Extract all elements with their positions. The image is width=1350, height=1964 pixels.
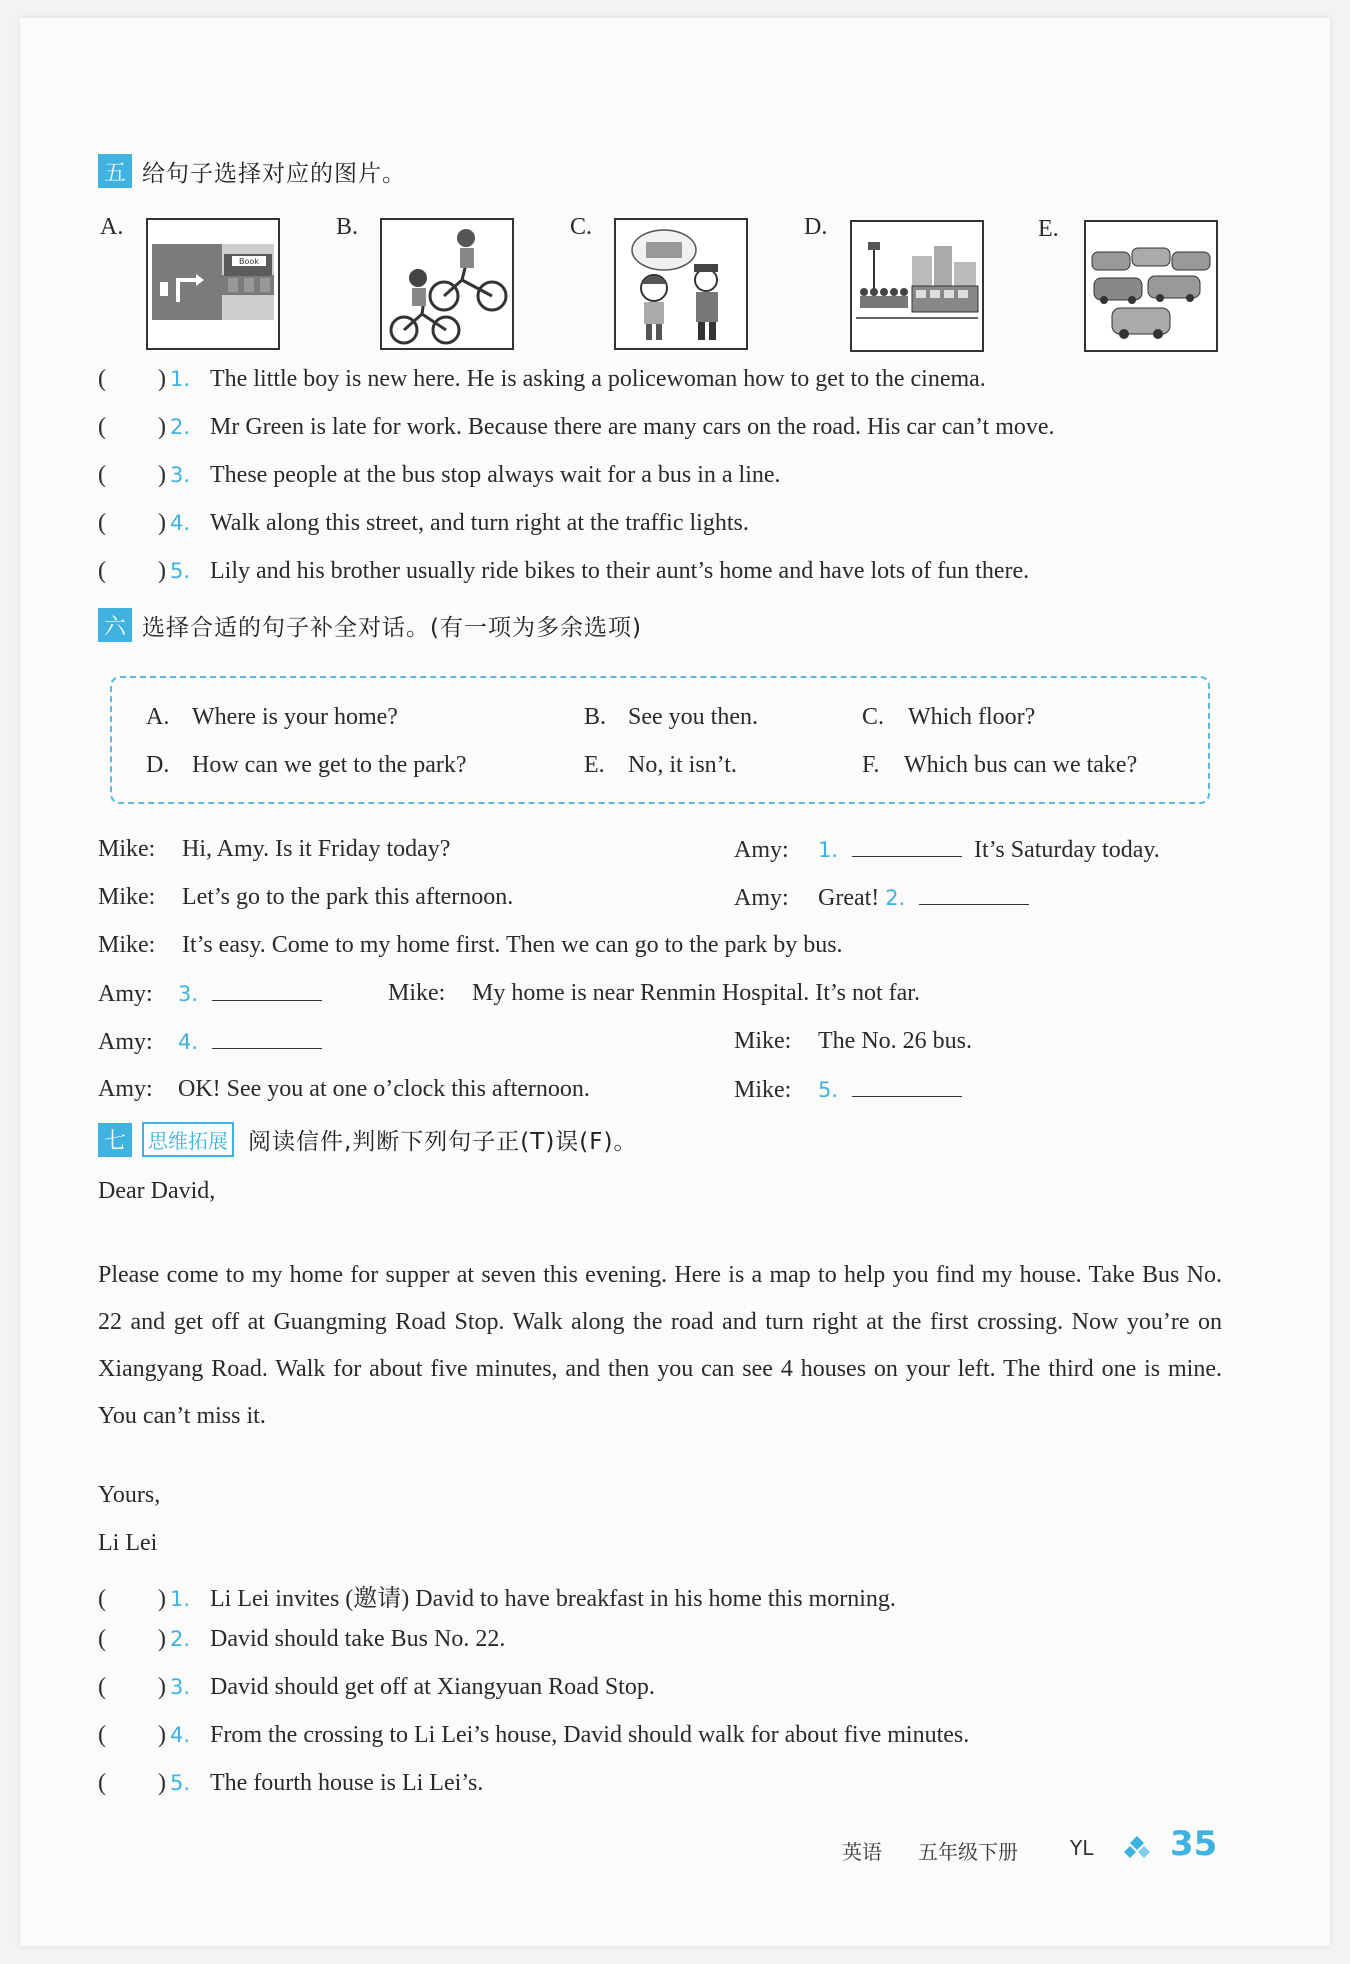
dialog-line-4-amy: Amy: 3. bbox=[98, 980, 322, 1008]
footer-subject: 英语 bbox=[842, 1840, 882, 1864]
question-text: These people at the bus stop always wait for a bus in a line. bbox=[210, 462, 781, 488]
letter-body: Please come to my home for supper at seven this evening. Here is a map to help you find my house. Take Bus No. 22 and get off at Guangming Road Stop. Walk along the road and turn right at the first crossing. Now you’re on Xiangyang Road. Walk for about five minutes, and then you can see 4 houses on your left. The third one is mine. You can’t miss it. bbox=[98, 1262, 1222, 1429]
boy-asks-policewoman-icon bbox=[616, 220, 746, 348]
answer-blank-1[interactable] bbox=[852, 836, 962, 857]
answer-paren-open: ( bbox=[98, 1586, 106, 1612]
answer-paren-close: ) bbox=[158, 1674, 166, 1700]
footer-grade: 五年级下册 bbox=[918, 1840, 1018, 1864]
question-text: David should get off at Xiangyuan Road Stop. bbox=[210, 1674, 655, 1700]
option-e: E. No, it isn’t. bbox=[584, 752, 737, 778]
question-text: The little boy is new here. He is asking a policewoman how to get to the cinema. bbox=[210, 366, 986, 392]
section-6-header bbox=[98, 608, 642, 642]
answer-paren-close: ) bbox=[158, 414, 166, 440]
s5-question-1 bbox=[98, 366, 986, 393]
s5-question-5 bbox=[98, 558, 1029, 585]
thinking-extension-tag: 思维拓展 bbox=[142, 1122, 234, 1157]
question-number: 3. bbox=[170, 463, 191, 487]
answer-paren-close: ) bbox=[158, 366, 166, 392]
s5-question-2 bbox=[98, 414, 1055, 441]
answer-paren-open: ( bbox=[98, 1722, 106, 1748]
section-number: 七 bbox=[98, 1123, 132, 1157]
picture-letter-e: E. bbox=[1038, 216, 1059, 242]
question-number: 1. bbox=[170, 1587, 191, 1611]
question-text: Mr Green is late for work. Because there are many cars on the road. His car can’t move. bbox=[210, 414, 1055, 440]
picture-letter-c: C. bbox=[570, 214, 593, 240]
answer-paren-open: ( bbox=[98, 414, 106, 440]
traffic-jam-cars-icon bbox=[1086, 222, 1216, 350]
answer-paren-close: ) bbox=[158, 558, 166, 584]
answer-paren-open: ( bbox=[98, 558, 106, 584]
picture-e bbox=[1084, 220, 1218, 352]
section-title: 给句子选择对应的图片。 bbox=[142, 160, 406, 187]
s7-question-2 bbox=[98, 1626, 505, 1653]
s7-question-3 bbox=[98, 1674, 655, 1701]
answer-paren-open: ( bbox=[98, 462, 106, 488]
question-number: 4. bbox=[170, 1723, 191, 1747]
answer-paren-open: ( bbox=[98, 1626, 106, 1652]
question-number: 2. bbox=[170, 415, 191, 439]
question-number: 1. bbox=[170, 367, 191, 391]
question-text: David should take Bus No. 22. bbox=[210, 1626, 506, 1652]
dialog-line-2-amy: Amy: Great! 2. bbox=[734, 884, 1029, 912]
s7-question-4 bbox=[98, 1722, 969, 1749]
letter-closing: Yours, bbox=[98, 1482, 161, 1508]
diamond-icon bbox=[1122, 1834, 1152, 1868]
section-number: 六 bbox=[98, 608, 132, 642]
dialog-line-1-mike: Mike: Hi, Amy. Is it Friday today? bbox=[98, 836, 451, 862]
answer-paren-close: ) bbox=[158, 1626, 166, 1652]
picture-a bbox=[146, 218, 280, 350]
question-number: 4. bbox=[170, 511, 191, 535]
answer-paren-close: ) bbox=[158, 510, 166, 536]
picture-letter-d: D. bbox=[804, 214, 828, 240]
question-number: 2. bbox=[170, 1627, 191, 1651]
answer-blank-2[interactable] bbox=[919, 884, 1029, 905]
section-number: 五 bbox=[98, 154, 132, 188]
s5-question-4 bbox=[98, 510, 749, 537]
option-d: D. How can we get to the park? bbox=[146, 752, 467, 778]
answer-paren-close: ) bbox=[158, 1770, 166, 1796]
picture-b bbox=[380, 218, 514, 350]
dialog-line-1-amy: Amy: 1. It’s Saturday today. bbox=[734, 837, 1160, 863]
section-5-header bbox=[98, 154, 406, 188]
dialog-line-2-mike: Mike: Let’s go to the park this afternoon. bbox=[98, 884, 514, 910]
option-b: B. See you then. bbox=[584, 704, 758, 730]
answer-blank-4[interactable] bbox=[212, 1028, 322, 1049]
answer-paren-open: ( bbox=[98, 1674, 106, 1700]
answer-paren-open: ( bbox=[98, 510, 106, 536]
picture-d bbox=[850, 220, 984, 352]
svg-text:Book: Book bbox=[239, 257, 259, 266]
question-number: 5. bbox=[170, 559, 191, 583]
question-text: Li Lei invites (邀请) David to have breakfast in his home this morning. bbox=[210, 1586, 896, 1612]
option-f: F. Which bus can we take? bbox=[862, 752, 1138, 778]
dialog-line-5-amy: Amy: 4. bbox=[98, 1028, 322, 1056]
picture-letter-a: A. bbox=[100, 214, 124, 240]
letter-signature: Li Lei bbox=[98, 1530, 158, 1556]
options-box bbox=[110, 676, 1210, 804]
s7-question-5 bbox=[98, 1770, 483, 1797]
footer-edition: YL bbox=[1070, 1836, 1094, 1860]
dialog-line-4-mike: Mike: My home is near Renmin Hospital. It’s not far. bbox=[388, 980, 920, 1006]
street-map-bookshop-icon bbox=[148, 220, 278, 348]
picture-letter-b: B. bbox=[336, 214, 359, 240]
answer-blank-5[interactable] bbox=[852, 1076, 962, 1097]
section-title: 选择合适的句子补全对话。(有一项为多余选项) bbox=[142, 614, 642, 641]
children-riding-bikes-icon bbox=[382, 220, 512, 348]
dialog-line-5-mike: Mike: The No. 26 bus. bbox=[734, 1028, 972, 1054]
people-queue-bus-stop-icon bbox=[852, 222, 982, 350]
question-number: 5. bbox=[170, 1771, 191, 1795]
answer-paren-close: ) bbox=[158, 1586, 166, 1612]
question-text: Walk along this street, and turn right at the traffic lights. bbox=[210, 510, 749, 536]
option-a: A. Where is your home? bbox=[146, 704, 398, 730]
letter-greeting: Dear David, bbox=[98, 1178, 216, 1204]
picture-c bbox=[614, 218, 748, 350]
answer-paren-close: ) bbox=[158, 1722, 166, 1748]
s5-question-3 bbox=[98, 462, 781, 489]
dialog-line-6-mike: Mike: 5. bbox=[734, 1076, 962, 1104]
question-number: 3. bbox=[170, 1675, 191, 1699]
dialog-line-6-amy: Amy: OK! See you at one o’clock this afternoon. bbox=[98, 1076, 590, 1102]
option-c: C. Which floor? bbox=[862, 704, 1036, 730]
question-text: Lily and his brother usually ride bikes to their aunt’s home and have lots of fun there. bbox=[210, 558, 1030, 584]
answer-paren-open: ( bbox=[98, 366, 106, 392]
question-text: From the crossing to Li Lei’s house, David should walk for about five minutes. bbox=[210, 1722, 970, 1748]
section-7-header bbox=[98, 1122, 637, 1157]
dialog-line-3-mike: Mike: It’s easy. Come to my home first. Then we can go to the park by bus. bbox=[98, 932, 843, 958]
page-number: 35 bbox=[1170, 1824, 1218, 1864]
answer-paren-open: ( bbox=[98, 1770, 106, 1796]
answer-paren-close: ) bbox=[158, 462, 166, 488]
s7-question-1 bbox=[98, 1578, 896, 1613]
question-text: The fourth house is Li Lei’s. bbox=[210, 1770, 484, 1796]
answer-blank-3[interactable] bbox=[212, 980, 322, 1001]
section-title: 阅读信件,判断下列句子正(T)误(F)。 bbox=[248, 1129, 638, 1155]
